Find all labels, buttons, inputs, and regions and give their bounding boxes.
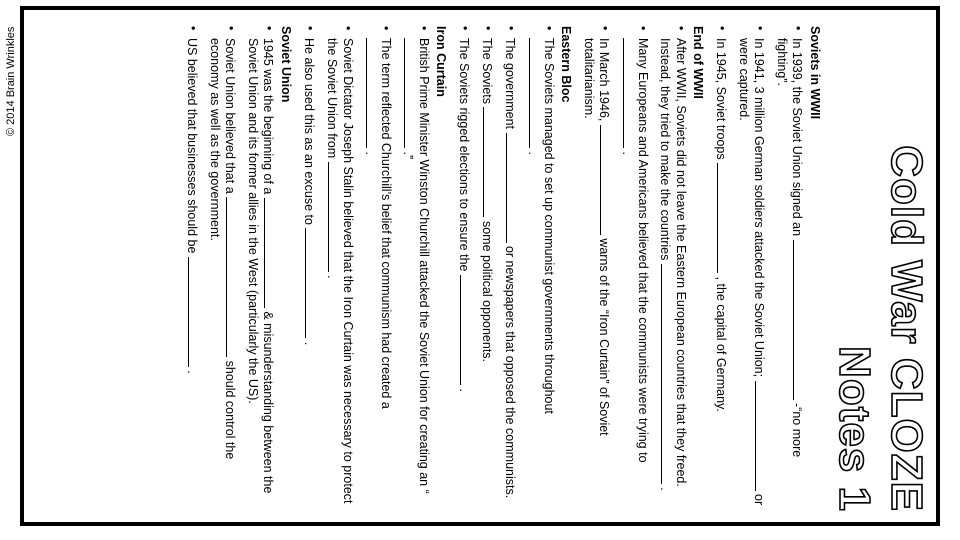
section <box>713 26 822 506</box>
item-text-before: The Soviets <box>480 38 494 108</box>
item-text-after: or newspapers that opposed the communists. <box>503 242 517 499</box>
fill-in-blank[interactable] <box>529 38 541 148</box>
section <box>301 26 448 506</box>
fill-in-blank[interactable] <box>328 162 340 272</box>
item-text-before: The Soviets managed to set up communist governments throughout <box>542 38 556 414</box>
item-text-before: Soviet Dictator Joseph Stalin believed that the Iron Curtain was necessary to protect the Soviet Union from <box>325 38 355 504</box>
item-text-after: . <box>620 148 634 155</box>
section <box>184 26 293 506</box>
item-text-after: . <box>325 271 339 279</box>
item-text-before: The term reflected Churchill’s belief that communism had created a <box>379 38 393 409</box>
section <box>456 26 573 506</box>
item-text-after: . <box>363 148 377 155</box>
section-heading: Iron Curtain <box>434 26 448 97</box>
fill-in-blank[interactable] <box>404 38 416 148</box>
item-text-before: Many Europeans and Americans believed that the communists were trying to <box>636 38 650 463</box>
bullet-item <box>479 26 495 506</box>
item-text-after: . <box>457 384 471 392</box>
section <box>581 26 705 506</box>
fill-in-blank[interactable] <box>623 38 635 148</box>
section-heading: Soviets in WWII <box>808 26 822 120</box>
item-text-after: some political opponents. <box>480 217 494 363</box>
bullet-item <box>400 26 431 506</box>
bullet-item <box>774 26 805 506</box>
item-text-before: In 1939, the Soviet Union signed an <box>790 38 804 240</box>
item-text-before: Soviet Union believed that a <box>223 38 237 198</box>
fill-in-blank[interactable] <box>755 381 767 491</box>
bullet-item <box>736 26 767 506</box>
fill-in-blank[interactable] <box>366 38 378 148</box>
bullet-item <box>619 26 650 506</box>
item-text-after: . <box>526 148 540 155</box>
fill-in-blank[interactable] <box>661 264 673 484</box>
fill-in-blank[interactable] <box>305 228 317 338</box>
copyright-text: © 2014 Brain Wrinkles <box>5 26 17 136</box>
item-text-before: In 1941, 3 million German soldiers attacked the Soviet Union; <box>752 38 766 381</box>
fill-in-blank[interactable] <box>264 198 276 308</box>
section-heading: Soviet Union <box>279 26 293 103</box>
fill-in-blank[interactable] <box>600 125 612 235</box>
bullet-item <box>525 26 556 506</box>
fill-in-blank[interactable] <box>188 257 200 367</box>
item-text-before: He also used this as an excuse to <box>302 38 316 229</box>
copyright-strip <box>0 0 20 540</box>
bullet-item <box>207 26 238 506</box>
item-text-before: After WWII, Soviets did not leave the Eastern European countries that they freed. Instead, they tried to make the countries <box>658 38 688 487</box>
slide-frame <box>20 6 940 526</box>
item-text-after: should control the economy as well as the government. <box>208 38 237 460</box>
bullet-item <box>581 26 612 506</box>
page-title: Cold War CLOZE Notes 1 <box>830 145 931 512</box>
item-text-after: . <box>185 366 199 374</box>
bullet-item <box>657 26 688 506</box>
fill-in-blank[interactable] <box>483 107 495 217</box>
fill-in-blank[interactable] <box>717 163 729 273</box>
item-text-after: .” <box>401 148 415 160</box>
bullet-item <box>245 26 276 506</box>
bullet-item <box>301 26 317 506</box>
fill-in-blank[interactable] <box>793 240 805 400</box>
item-text-before: In March 1946, <box>597 38 611 125</box>
fill-in-blank[interactable] <box>460 275 472 385</box>
notes-column <box>184 26 822 506</box>
item-text-before: The government <box>503 38 517 133</box>
section-heading: Eastern Bloc <box>559 26 573 103</box>
item-text-before: 1945 was the beginning of a <box>261 38 275 198</box>
item-text-after: . <box>658 483 672 491</box>
fill-in-blank[interactable] <box>226 197 238 357</box>
item-text-after: . <box>302 338 316 346</box>
notes-sheet <box>24 10 936 522</box>
bullet-item <box>456 26 472 506</box>
item-text-before: US believed that businesses should be <box>185 38 199 257</box>
item-text-before: The Soviets rigged elections to ensure the <box>457 38 471 275</box>
bullet-item <box>713 26 729 506</box>
item-text-after: & misunderstanding between the Soviet Union and its former allies in the West (particularly the US). <box>246 38 275 494</box>
item-text-after: or were captured. <box>737 38 766 506</box>
item-text-before: British Prime Minister Winston Churchill attacked the Soviet Union for creating an “ <box>417 38 431 494</box>
bullet-item <box>502 26 518 506</box>
section-heading: End of WWII <box>691 26 705 99</box>
bullet-item <box>362 26 393 506</box>
notes-body <box>184 26 822 512</box>
item-text-after: warns of the “Iron Curtain” of Soviet totalitarianism. <box>582 38 611 436</box>
item-text-after: -“no more fighting”. <box>775 38 804 458</box>
bullet-item <box>324 26 355 506</box>
item-text-after: , the capital of Germany. <box>714 273 728 412</box>
fill-in-blank[interactable] <box>506 133 518 243</box>
item-text-before: In 1945, Soviet troops <box>714 38 728 164</box>
bullet-item <box>184 26 200 506</box>
